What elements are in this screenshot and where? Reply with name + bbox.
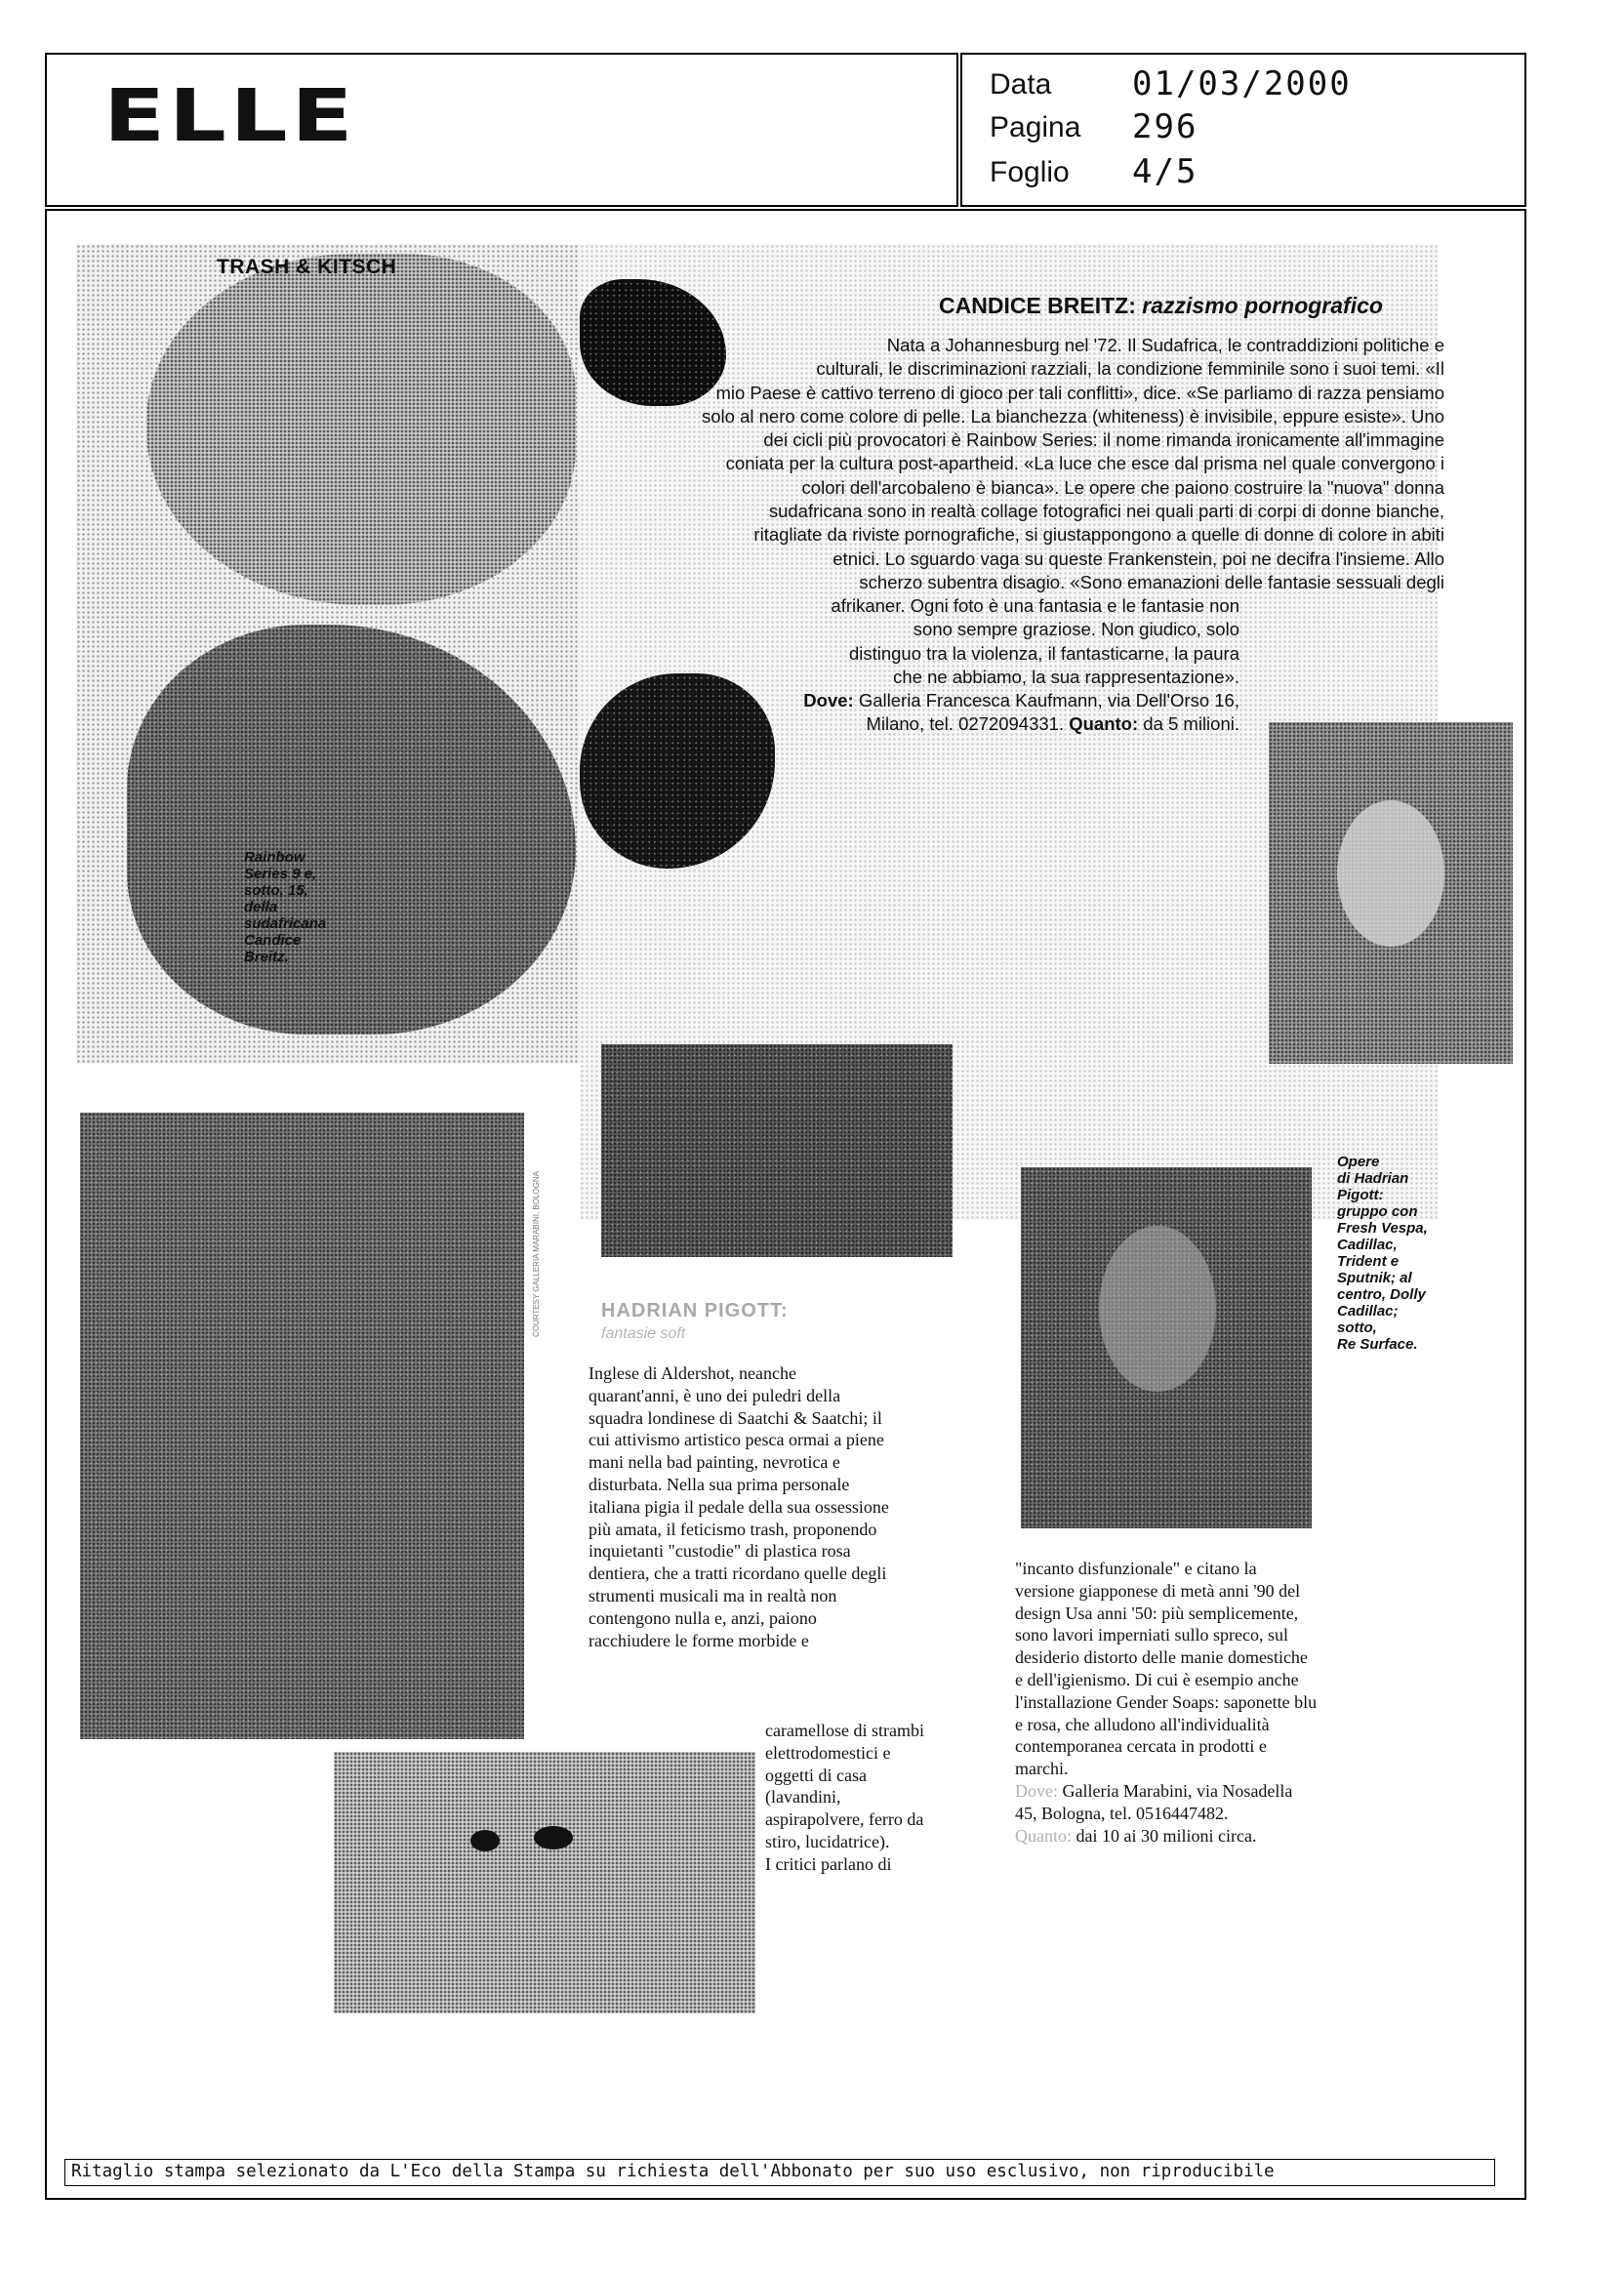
breitz-line: colori dell'arcobaleno è bianca». Le opere che paiono costruire la "nuova" donna — [801, 476, 1444, 498]
caption-line: Cadillac; — [1337, 1303, 1399, 1320]
date-value: 01/03/2000 — [1132, 64, 1352, 103]
caption-line: di Hadrian — [1337, 1170, 1409, 1187]
breitz-title-topic: razzismo pornografico — [1142, 293, 1383, 318]
caption-line: Sputnik; al — [1337, 1270, 1412, 1286]
pigott-column-2 — [1015, 1558, 1317, 1847]
caption-line: Candice — [244, 932, 302, 949]
pigott-line: italiana pigia il pedale della sua ossessione — [589, 1496, 889, 1517]
caption-line: della — [244, 899, 278, 915]
breitz-text-block — [566, 334, 1444, 594]
photo-credit: COURTESY GALLERIA MARABINI, BOLOGNA — [532, 1171, 541, 1337]
pigott-subheading: fantasie soft — [601, 1325, 686, 1342]
pigott-line: contemporanea cercata in prodotti e — [1015, 1736, 1267, 1757]
caption-line: Pigott: — [1337, 1187, 1384, 1203]
pigott-line: Inglese di Aldershot, neanche — [589, 1363, 796, 1383]
publication-logo: ELLE — [103, 74, 357, 158]
breitz-title-name: CANDICE BREITZ: — [939, 293, 1136, 318]
breitz-line: sono sempre graziose. Non giudico, solo — [913, 619, 1239, 640]
page-value: 296 — [1132, 107, 1198, 146]
pigott-price-line — [1015, 1825, 1317, 1848]
pigott-line: inquietanti "custodie" di plastica rosa — [589, 1541, 851, 1562]
pigott-line: cui attivismo artistico pesca ormai a piene — [589, 1430, 884, 1450]
footer-box — [64, 2159, 1495, 2186]
pigott-line: elettrodomestici e — [765, 1742, 891, 1763]
date-label: Data — [990, 68, 1052, 101]
breitz-line: distinguo tra la violenza, il fantasticarne, la paura — [848, 642, 1239, 664]
sheet-label: Foglio — [990, 156, 1070, 188]
section-label: TRASH & KITSCH — [217, 256, 397, 278]
re-surface-hole-right — [534, 1826, 573, 1849]
pigott-line: stiro, lucidatrice). — [765, 1831, 890, 1851]
pigott-line: dentiera, che a tratti ricordano quelle degli — [589, 1563, 887, 1584]
pigott-line: e rosa, che alludono all'individualità — [1015, 1714, 1270, 1734]
dolly-cadillac-image — [601, 1044, 953, 1257]
footer-notice: Ritaglio stampa selezionato da L'Eco della Stampa su richiesta dell'Abbonato per suo uso esclusivo, non riproducibile — [71, 2162, 1275, 2181]
pigott-line: più amata, il feticismo trash, proponendo — [589, 1519, 877, 1539]
header-logo-box — [45, 53, 958, 207]
breitz-line: culturali, le discriminazioni razziali, la condizione femminile sono i suoi temi. «Il — [816, 358, 1444, 380]
breitz-caption — [244, 849, 326, 965]
caption-line: Cadillac, — [1337, 1237, 1398, 1253]
breitz-where-line — [556, 689, 1239, 712]
pigott-price-label: Quanto: — [1015, 1825, 1072, 1846]
pigott-line: oggetti di casa — [765, 1765, 867, 1785]
re-surface-image — [334, 1752, 755, 2013]
pigott-where: Galleria Marabini, via Nosadella — [1062, 1780, 1293, 1801]
pigott-line: caramellose di strambi — [765, 1721, 924, 1740]
header-meta-box — [960, 53, 1526, 207]
pigott-line: racchiudere le forme morbide e — [589, 1630, 809, 1650]
breitz-line: solo al nero come colore di pelle. La bianchezza (whiteness) è invisibile, eppure esiste». Uno — [702, 405, 1444, 426]
pigott-line: sono lavori imperniati sullo spreco, sul — [1015, 1625, 1288, 1645]
pigott-line: marchi. — [1015, 1759, 1069, 1779]
caption-line: Trident e — [1337, 1253, 1400, 1270]
pigott-line: strumenti musicali ma in realtà non — [589, 1585, 837, 1605]
hadrian-pigott-portrait — [1021, 1167, 1312, 1528]
pigott-line: desiderio distorto delle manie domestiche — [1015, 1647, 1308, 1668]
pigott-line: contengono nulla e, anzi, paiono — [589, 1607, 817, 1628]
caption-line: sudafricana — [244, 915, 327, 932]
pigott-line: I critici parlano di — [765, 1853, 892, 1874]
caption-line: centro, Dolly — [1337, 1286, 1426, 1303]
caption-line: Series 9 e, — [244, 866, 317, 882]
breitz-price: da 5 milioni. — [1143, 713, 1239, 735]
pigott-heading: HADRIAN PIGOTT: — [601, 1300, 789, 1321]
page-label: Pagina — [990, 111, 1081, 143]
re-surface-hole-left — [470, 1830, 500, 1851]
breitz-line: etnici. Lo sguardo vaga su queste Frankenstein, poi ne decifra l'insieme. Allo — [832, 548, 1444, 569]
pigott-line: (lavandini, — [765, 1787, 841, 1807]
breitz-line: afrikaner. Ogni foto è una fantasia e le fantasie non — [831, 595, 1239, 616]
caption-line: Rainbow — [244, 849, 305, 866]
caption-line: gruppo con — [1337, 1203, 1418, 1220]
rainbow-series-9-image — [146, 254, 576, 605]
caption-line: Re Surface. — [1337, 1336, 1418, 1353]
breitz-title — [939, 293, 1383, 319]
breitz-line: dei cicli più provocatori è Rainbow Series: il nome rimanda ironicamente all'immagine — [763, 429, 1444, 451]
pigott-line: design Usa anni '50: più semplicemente, — [1015, 1603, 1299, 1623]
caption-line: sotto, — [1337, 1320, 1377, 1336]
breitz-line: coniata per la cultura post-apartheid. «La luce che esce dal prisma nel quale convergono i — [725, 453, 1444, 474]
pigott-line: aspirapolvere, ferro da — [765, 1809, 924, 1830]
caption-line: Opere — [1337, 1154, 1380, 1170]
pigott-column-1b — [765, 1720, 924, 1876]
breitz-price-label: Quanto: — [1069, 713, 1139, 735]
pigott-line: "incanto disfunzionale" e citano la — [1015, 1559, 1257, 1578]
caption-line: Fresh Vespa, — [1337, 1220, 1428, 1237]
pigott-column-1 — [589, 1362, 889, 1651]
pigott-where-line — [1015, 1780, 1317, 1803]
pigott-line: versione giapponese di metà anni '90 del — [1015, 1580, 1301, 1601]
breitz-line: ritagliate da riviste pornografiche, si giustappongono a quelle di donne di colore in abiti — [753, 524, 1444, 546]
breitz-line: Nata a Johannesburg nel '72. Il Sudafrica, le contraddizioni politiche e — [886, 335, 1444, 355]
caption-line: sotto, 15, — [244, 882, 308, 899]
fresh-vespa-image — [80, 1113, 524, 1739]
pigott-face — [1099, 1226, 1216, 1392]
pigott-line: mani nella bad painting, nevrotica e — [589, 1452, 840, 1473]
pigott-price: dai 10 ai 30 milioni circa. — [1076, 1825, 1257, 1846]
sheet-value: 4/5 — [1132, 152, 1198, 191]
pigott-caption — [1337, 1154, 1428, 1353]
pigott-line: squadra londinese di Saatchi & Saatchi; il — [589, 1407, 882, 1428]
breitz-where: Galleria Francesca Kaufmann, via Dell'Orso 16, — [858, 690, 1239, 711]
breitz-where-2: Milano, tel. 0272094331. — [866, 713, 1065, 735]
caption-line: Breitz. — [244, 949, 289, 965]
breitz-line: sudafricana sono in realtà collage fotografici nei quali parti di corpi di donne bianche, — [768, 501, 1444, 522]
candice-breitz-portrait — [1269, 722, 1513, 1064]
pigott-line: l'installazione Gender Soaps: saponette blu — [1015, 1691, 1318, 1712]
breitz-where-line-2 — [556, 712, 1239, 736]
pigott-line: disturbata. Nella sua prima personale — [589, 1474, 850, 1494]
pigott-where-2: 45, Bologna, tel. 0516447482. — [1015, 1803, 1229, 1823]
pigott-where-label: Dove: — [1015, 1780, 1058, 1801]
pigott-line: e dell'igienismo. Di cui è esempio anche — [1015, 1669, 1299, 1689]
breitz-line: mio Paese è cattivo terreno di gioco per tali conflitti», dice. «Se parliamo di razza pensiamo — [715, 382, 1444, 403]
pigott-line: quarant'anni, è uno dei puledri della — [589, 1385, 841, 1405]
portrait-face — [1337, 800, 1444, 947]
breitz-text-block-narrow — [556, 594, 1239, 737]
breitz-line: che ne abbiamo, la sua rappresentazione». — [893, 666, 1239, 687]
breitz-line: scherzo subentra disagio. «Sono emanazioni delle fantasie sessuali degli — [859, 571, 1444, 592]
breitz-where-label: Dove: — [803, 690, 854, 711]
